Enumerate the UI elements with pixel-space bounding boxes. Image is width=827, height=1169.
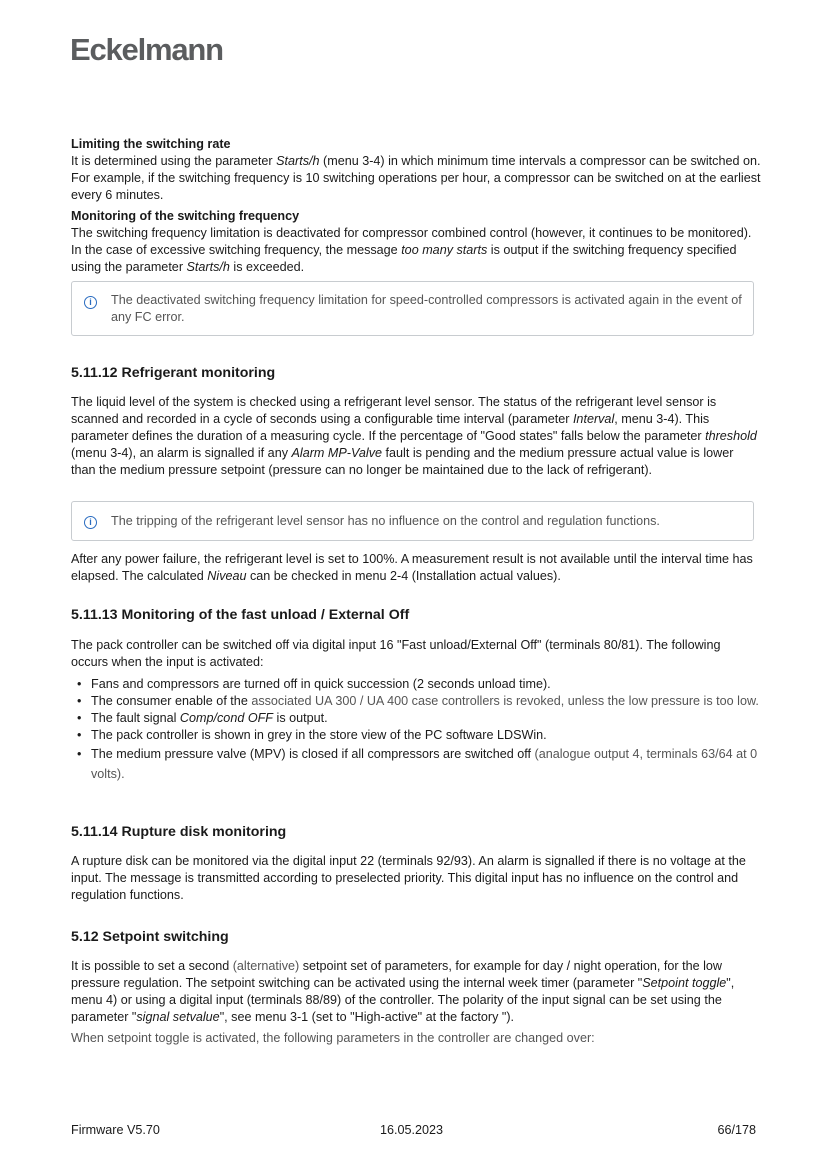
italic-term: Starts/h [186, 260, 230, 274]
info-icon: i [84, 516, 97, 529]
italic-term: signal setvalue [136, 1010, 220, 1024]
paragraph [71, 637, 761, 671]
list-item [71, 710, 761, 727]
eckelmann-logo: Eckelmann [70, 32, 223, 67]
text-run: is output if the switching frequency specified using the parameter [71, 243, 737, 274]
text-run: , menu 3-4). This parameter defines the duration of a measuring cycle. If the percentage of "Good states" falls below the parameter [71, 412, 710, 443]
text-run: (analogue output 4, terminals 63/64 at 0 volts). [91, 747, 758, 781]
paragraph [71, 225, 761, 276]
italic-term: Starts/h [276, 154, 320, 168]
footer-firmware: Firmware V5.70 [71, 1123, 160, 1137]
text-run: When setpoint toggle is activated, the following parameters in the controller are changed over: [71, 1031, 595, 1045]
text-run: The pack controller is shown in grey in the store view of the PC software LDSWin. [91, 728, 547, 742]
text-run: ", menu 4) or using a digital input (terminals 88/89) of the controller. The polarity of the input signal can be set using the parameter " [71, 976, 735, 1024]
list-item [71, 727, 761, 744]
text-run: (menu 3-4), an alarm is signalled if any [71, 446, 292, 460]
italic-term: Alarm MP-Valve [291, 446, 383, 460]
section-refrigerant-monitoring [71, 364, 761, 479]
text-run: The consumer enable of the [91, 694, 252, 708]
text-run: The pack controller can be switched off via digital input 16 "Fast unload/External Off" (terminals 80/81). The following occurs when the input is activated: [71, 638, 721, 669]
text-run: ", see menu 3-1 (set to "High-active" at the factory "). [219, 1010, 515, 1024]
text-run: Fans and compressors are turned off in quick succession (2 seconds unload time). [91, 677, 551, 691]
paragraph [71, 153, 761, 204]
list-item [71, 744, 761, 784]
section-heading: 5.12 Setpoint switching [71, 929, 229, 945]
section-fast-unload [71, 606, 761, 784]
text-run: A rupture disk can be monitored via the digital input 22 (terminals 92/93). An alarm is signalled if there is no voltage at the input. The message is transmitted according to preselected priority. This digital input has no influence on the control and regulation functions. [71, 854, 746, 902]
bullet-list [71, 676, 761, 784]
text-run: associated UA 300 / UA 400 case controllers is revoked, unless the low pressure is too low. [251, 694, 759, 708]
text-run: can be checked in menu 2-4 (Installation actual values). [246, 569, 561, 583]
paragraph [71, 1030, 761, 1047]
italic-term: Niveau [207, 569, 247, 583]
text-run: The switching frequency limitation is deactivated for compressor combined control (however, it continues to be monitored). In the case of excessive switching frequency, the message [71, 226, 752, 257]
paragraph [71, 853, 761, 904]
paragraph [71, 958, 761, 1026]
info-note [71, 501, 754, 541]
italic-term: Interval [572, 412, 615, 426]
text-run: (alternative) [232, 959, 300, 973]
text-run: (menu 3-4) in which minimum time intervals a compressor can be switched on. For example, if the switching frequency is 10 switching operations per hour, a compressor can be switched on at the earliest every 6 minutes. [71, 154, 761, 202]
section-rupture-disk [71, 823, 761, 904]
footer-page-number: 66/178 [717, 1123, 756, 1137]
text-run: fault is pending and the medium pressure actual value is lower than the medium pressure setpoint (pressure can no longer be maintained due to the lack of refrigerant). [71, 446, 734, 477]
footer-date: 16.05.2023 [380, 1123, 444, 1137]
paragraph [71, 551, 761, 585]
list-item [71, 676, 761, 693]
note-text: The tripping of the refrigerant level sensor has no influence on the control and regulation functions. [111, 514, 660, 528]
paragraph [71, 394, 761, 479]
info-note [71, 281, 754, 336]
info-icon: i [84, 296, 97, 309]
text-run: is exceeded. [229, 260, 305, 274]
subheading-limiting: Limiting the switching rate [71, 137, 231, 151]
italic-term: threshold [705, 429, 757, 443]
section-heading: 5.11.12 Refrigerant monitoring [71, 365, 276, 381]
section-heading: 5.11.13 Monitoring of the fast unload / External Off [71, 607, 410, 623]
text-run: It is determined using the parameter [71, 154, 277, 168]
intro-section [71, 136, 761, 276]
text-run: The medium pressure valve (MPV) is closed if all compressors are switched off [91, 747, 535, 761]
italic-term: too many starts [401, 243, 488, 257]
text-run: It is possible to set a second [71, 959, 233, 973]
text-run: The fault signal [91, 711, 180, 725]
paragraph-block [71, 551, 761, 585]
text-run: setpoint set of parameters, for example for day / night operation, for the low pressure regulation. The setpoint switching can be activated using the internal week timer (parameter " [71, 959, 723, 990]
text-run: is output. [273, 711, 328, 725]
text-run: After any power failure, the refrigerant level is set to 100%. A measurement result is not available until the interval time has elapsed. The calculated [71, 552, 753, 583]
section-setpoint-switching [71, 928, 761, 1047]
italic-term: Setpoint toggle [642, 976, 727, 990]
section-heading: 5.11.14 Rupture disk monitoring [71, 824, 287, 840]
italic-term: Comp/cond OFF [179, 711, 274, 725]
subheading-monitoring: Monitoring of the switching frequency [71, 209, 300, 223]
text-run: The liquid level of the system is checked using a refrigerant level sensor. The status of the refrigerant level sensor is scanned and recorded in a cycle of seconds using a configurable time interval (parameter [71, 395, 717, 426]
note-text: The deactivated switching frequency limitation for speed-controlled compressors is activated again in the event of any FC error. [111, 293, 742, 324]
list-item [71, 693, 761, 710]
